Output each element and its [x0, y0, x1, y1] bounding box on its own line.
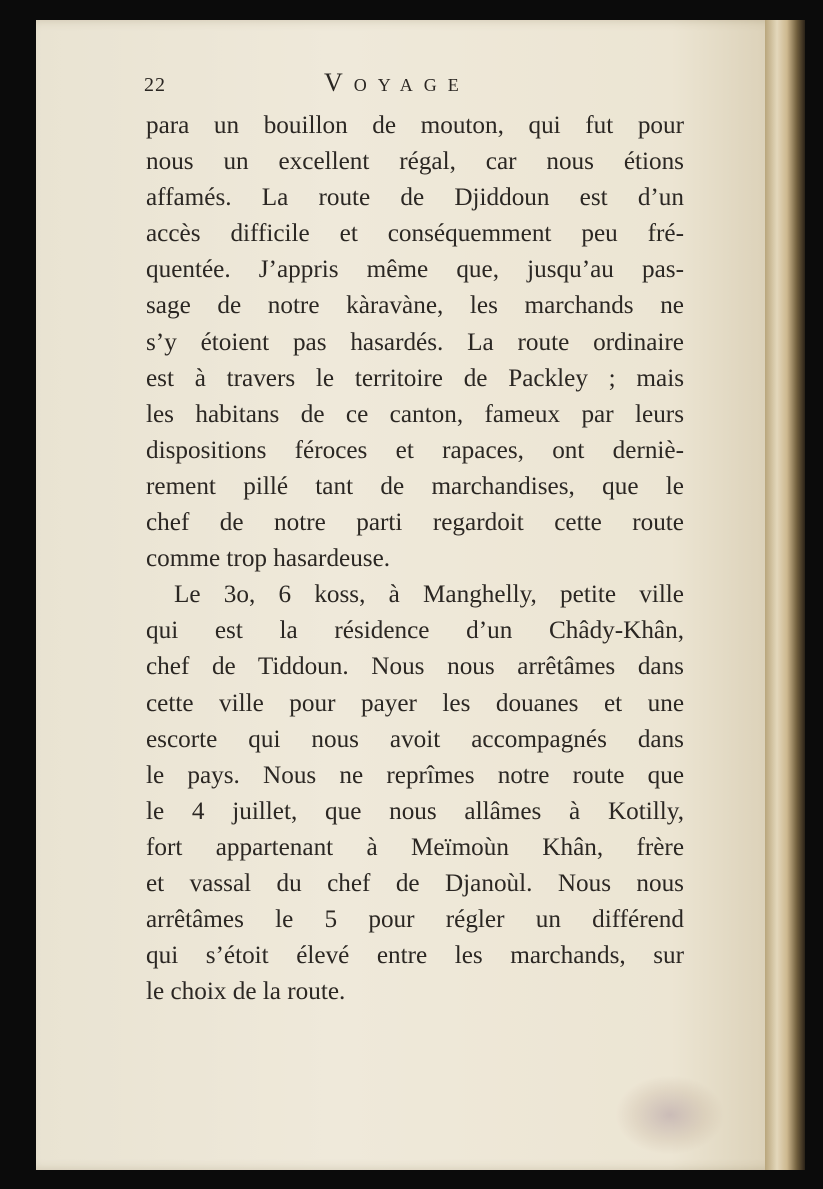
- text-line: arrêtâmes le 5 pour régler un différend: [146, 906, 684, 934]
- body-text: [146, 108, 684, 1010]
- text-line: est à travers le territoire de Packley ; mais: [146, 364, 684, 392]
- text-line: escorte qui nous avoit accompagnés dans: [146, 725, 684, 753]
- text-line: accès difficile et conséquemment peu fré-: [146, 220, 684, 248]
- text-line: qui est la résidence d’un Châdy-Khân,: [146, 617, 684, 645]
- text-line: cette ville pour payer les douanes et une: [146, 689, 684, 717]
- text-line: le choix de la route.: [146, 978, 346, 1006]
- text-line: para un bouillon de mouton, qui fut pour: [146, 112, 684, 139]
- text-line: et vassal du chef de Djanoùl. Nous nous: [146, 869, 684, 897]
- text-line: le 4 juillet, que nous allâmes à Kotilly,: [146, 797, 684, 825]
- text-line: fort appartenant à Meïmoùn Khân, frère: [146, 833, 684, 861]
- text-line: rement pillé tant de marchandises, que le: [146, 472, 684, 500]
- paper-stain: [615, 1075, 725, 1155]
- text-line: Le 3o, 6 koss, à Manghelly, petite ville: [174, 581, 684, 609]
- text-line: dispositions féroces et rapaces, ont derniè-: [146, 436, 684, 464]
- text-line: les habitans de ce canton, fameux par leurs: [146, 400, 684, 428]
- text-line: affamés. La route de Djiddoun est d’un: [146, 184, 684, 212]
- page-edge-shadow: [805, 0, 823, 1189]
- text-line: chef de Tiddoun. Nous nous arrêtâmes dans: [146, 653, 684, 681]
- text-line: quentée. J’appris même que, jusqu’au pas-: [146, 256, 684, 284]
- text-line: chef de notre parti regardoit cette route: [146, 509, 684, 537]
- running-head: Voyage: [324, 68, 470, 97]
- page-number: 22: [144, 74, 166, 96]
- text-line: s’y étoient pas hasardés. La route ordinaire: [146, 328, 684, 356]
- text-line: sage de notre kàravàne, les marchands ne: [146, 292, 684, 320]
- book-gutter: [765, 20, 805, 1170]
- text-line: nous un excellent régal, car nous étions: [146, 148, 684, 176]
- page-header: [106, 66, 706, 98]
- text-line: comme trop hasardeuse.: [146, 545, 391, 573]
- text-line: qui s’étoit élevé entre les marchands, sur: [146, 942, 684, 970]
- text-line: le pays. Nous ne reprîmes notre route que: [146, 761, 684, 789]
